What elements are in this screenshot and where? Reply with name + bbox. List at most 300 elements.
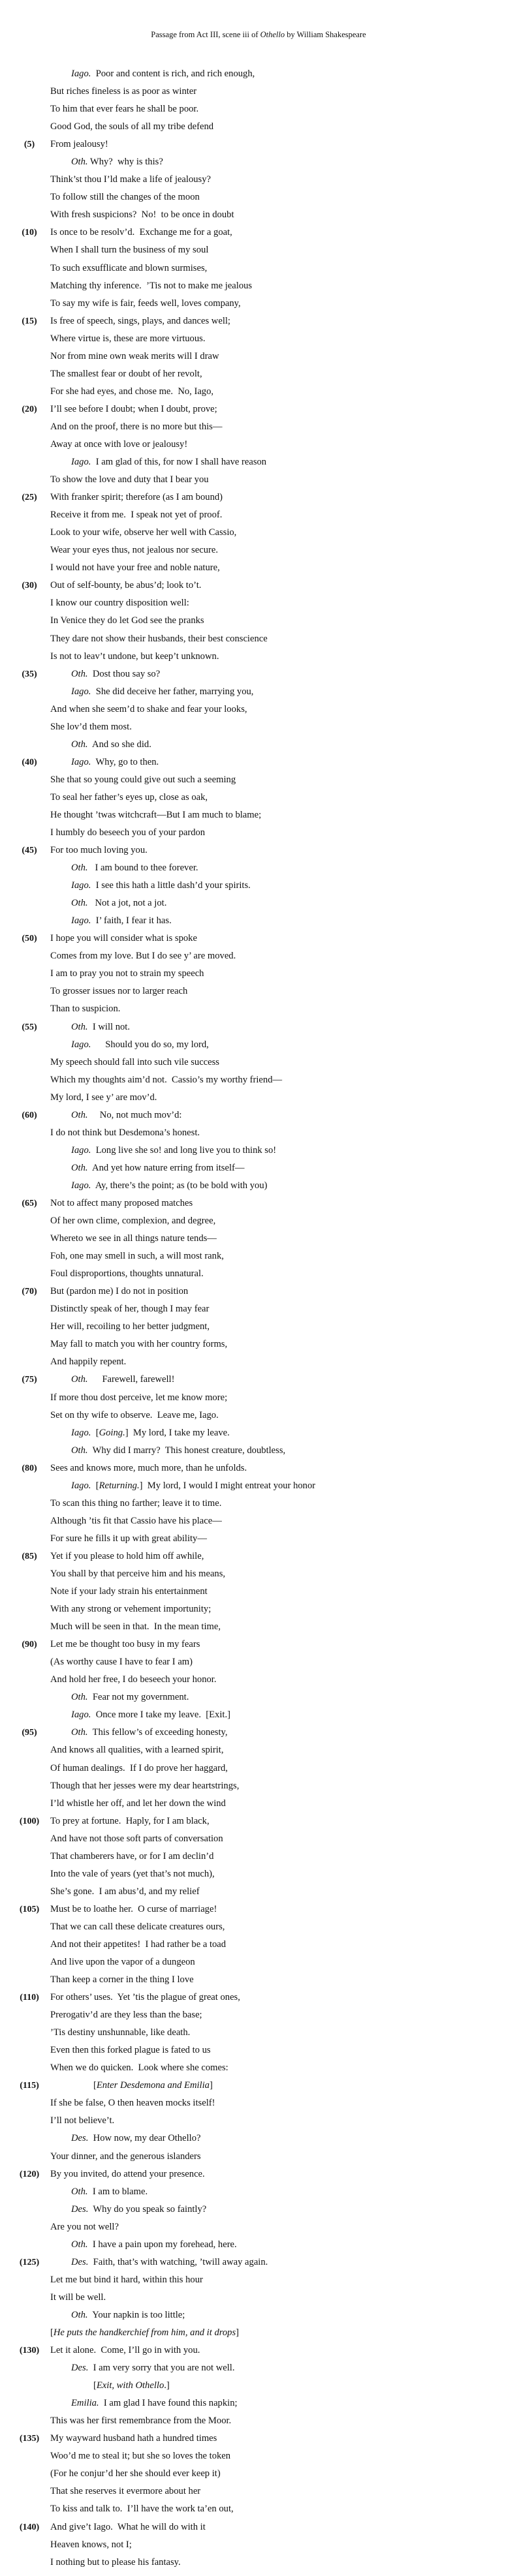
speech-text: And hold her free, I do beseech your honor.: [50, 1674, 217, 1685]
verse-line: [0, 489, 517, 506]
speech-text: To such exsufflicate and blown surmises,: [50, 262, 208, 273]
speech-text: My speech should fall into such vile success: [50, 1056, 219, 1067]
line-text: [71, 1442, 285, 1460]
line-text: [93, 2077, 213, 2094]
speech-text: For too much loving you.: [50, 845, 148, 856]
speech-text: For others’ uses. Yet ’tis the plague of great ones,: [50, 1992, 240, 2003]
verse-line: [0, 612, 517, 630]
line-text: [50, 1265, 204, 1283]
line-number: (50): [22, 934, 37, 944]
verse-line: [0, 1353, 517, 1371]
verse-line: [0, 666, 517, 683]
speech-text: In Venice they do let God see the pranks: [50, 615, 204, 626]
line-text: [50, 965, 204, 983]
verse-line: [0, 418, 517, 436]
verse-line: [0, 1019, 517, 1036]
speech-text: Let me but bind it hard, within this hour: [50, 2274, 203, 2285]
speech-text: But (pardon me) I do not in position: [50, 1286, 189, 1297]
speech-text: My wayward husband hath a hundred times: [50, 2433, 217, 2444]
verse-line: [0, 2519, 517, 2536]
speech-text: And happily repent.: [50, 1357, 127, 1368]
speech-text: Why do you speak so faintly?: [88, 2203, 207, 2215]
line-text: [50, 2342, 200, 2359]
speech-text: She did deceive her father, marrying you,: [91, 686, 254, 697]
speech-text: And on the proof, there is no more but this—: [50, 421, 223, 432]
verse-line: [0, 2218, 517, 2236]
speech-text: Her will, recoiling to her better judgment,: [50, 1321, 210, 1332]
line-text: [50, 2042, 211, 2059]
speech-text: When we do quicken. Look where she comes:: [50, 2062, 228, 2074]
speech-text: To scan this thing no farther; leave it to time.: [50, 1497, 222, 1509]
speech-text: Long live she so! and long live you to think so!: [91, 1144, 277, 1156]
play-text: [0, 65, 517, 2571]
verse-line: [0, 260, 517, 277]
line-text: [71, 895, 166, 912]
speech-text: Than to suspicion.: [50, 1004, 121, 1015]
speech-text: It will be well.: [50, 2292, 106, 2303]
speech-text: And when she seem’d to shake and fear your looks,: [50, 703, 247, 714]
line-number: (90): [22, 1640, 37, 1650]
speech-text: Into the vale of years (yet that’s not much),: [50, 1868, 215, 1879]
line-text: [71, 1177, 268, 1195]
line-text: [50, 701, 247, 718]
verse-line: [0, 1795, 517, 1813]
verse-line: [0, 348, 517, 365]
verse-line: [0, 1689, 517, 1706]
line-text: [50, 1565, 225, 1583]
verse-line: [0, 2024, 517, 2042]
line-text: [50, 2324, 239, 2342]
verse-line: [0, 542, 517, 559]
verse-line: [0, 1583, 517, 1601]
line-text: [50, 1530, 207, 1548]
line-text: [71, 1477, 315, 1495]
line-number: (125): [19, 2257, 40, 2267]
verse-line: [0, 683, 517, 701]
speech-text: Let it alone. Come, I’ll go in with you.: [50, 2345, 200, 2356]
verse-line: [0, 295, 517, 313]
verse-line: [0, 1442, 517, 1460]
verse-line: [0, 1901, 517, 1918]
speech-text: And live upon the vapor of a dungeon: [50, 1957, 195, 1968]
line-text: [50, 806, 261, 824]
line-text: [50, 1230, 217, 1248]
speech-text: Away at once with love or jealousy!: [50, 438, 188, 450]
verse-line: [0, 2166, 517, 2183]
speaker-name: Des.: [71, 2133, 89, 2144]
line-text: [50, 330, 205, 348]
line-text: [50, 401, 217, 418]
stage-direction: Going.: [99, 1427, 125, 1438]
verse-line: [0, 2500, 517, 2518]
verse-line: [0, 1142, 517, 1159]
speech-text: Is free of speech, sings, plays, and dances well;: [50, 315, 230, 326]
verse-line: [0, 1036, 517, 1054]
line-text: [50, 2447, 230, 2465]
verse-line: [0, 1000, 517, 1018]
verse-line: [0, 1671, 517, 1689]
line-number: (100): [19, 1816, 40, 1826]
line-text: [50, 1777, 239, 1795]
verse-line: [0, 1936, 517, 1954]
verse-line: [0, 736, 517, 754]
verse-line: [0, 65, 517, 83]
line-number: (15): [22, 316, 37, 326]
verse-line: [0, 577, 517, 594]
line-text: [50, 1741, 223, 1759]
line-text: [50, 2166, 205, 2183]
speech-text: To follow still the changes of the moon: [50, 192, 200, 203]
speech-text: And so she did.: [87, 739, 151, 750]
verse-line: [0, 1971, 517, 1989]
speaker-name: Oth.: [71, 2239, 88, 2250]
speaker-name: Iago.: [71, 69, 91, 79]
speech-text-tail: .]: [164, 2380, 170, 2391]
line-text: [50, 1989, 240, 2006]
line-text: [71, 666, 160, 683]
speech-text: Why, go to then.: [91, 756, 159, 767]
speech-text: I hope you will consider what is spoke: [50, 933, 197, 944]
speaker-name: Oth.: [71, 898, 88, 909]
speaker-name: Iago.: [71, 1480, 91, 1491]
verse-line: [0, 1813, 517, 1830]
speech-text: I’ll see before I doubt; when I doubt, prove;: [50, 403, 217, 414]
line-text: [50, 1671, 217, 1689]
line-text: [50, 559, 220, 577]
speech-text: Fear not my government.: [87, 1692, 189, 1703]
line-number: (140): [19, 2522, 40, 2532]
line-text: [50, 1318, 210, 1336]
line-number: (70): [22, 1287, 37, 1297]
verse-line: [0, 171, 517, 189]
verse-line: [0, 789, 517, 806]
verse-line: [0, 224, 517, 241]
verse-line: [0, 912, 517, 930]
line-number: (25): [22, 493, 37, 503]
line-text: [50, 2412, 231, 2430]
line-text: [71, 2395, 238, 2412]
speaker-name: Oth.: [71, 1162, 88, 1173]
stage-direction: He puts the handkerchief from him, and it drops: [53, 2327, 236, 2338]
line-text: [50, 1248, 224, 1265]
speech-text: [: [93, 2380, 97, 2391]
verse-line: [0, 189, 517, 206]
line-text: [50, 2500, 234, 2518]
speaker-name: Oth.: [71, 863, 88, 874]
verse-line: [0, 983, 517, 1000]
line-text: [50, 83, 196, 100]
speech-text: She’s gone. I am abus’d, and my relief: [50, 1886, 200, 1897]
line-text: [50, 2289, 106, 2307]
speech-text: [: [50, 2327, 54, 2338]
speech-text: And have not those soft parts of conversation: [50, 1833, 223, 1844]
verse-line: [0, 2112, 517, 2130]
verse-line: [0, 1954, 517, 1971]
line-text: [50, 612, 204, 630]
speech-text: To grosser issues nor to larger reach: [50, 986, 188, 997]
speech-text: Prerogativ’d are they less than the base;: [50, 2010, 202, 2021]
speech-text: No, not much mov’d:: [87, 1109, 182, 1120]
speaker-name: Iago.: [71, 756, 91, 767]
line-text: [50, 983, 187, 1000]
verse-line: [0, 947, 517, 965]
speaker-name: Oth.: [71, 1727, 88, 1738]
line-text: [50, 1000, 120, 1018]
line-text: [50, 1653, 193, 1671]
verse-line: [0, 2289, 517, 2307]
line-text: [50, 241, 208, 259]
verse-line: [0, 806, 517, 824]
line-text: [50, 489, 223, 506]
line-text: [71, 1107, 181, 1124]
verse-line: [0, 1071, 517, 1089]
verse-line: [0, 1371, 517, 1388]
line-text: [71, 153, 163, 171]
line-number: (20): [22, 404, 37, 414]
verse-line: [0, 524, 517, 542]
speech-text: But riches fineless is as poor as winter: [50, 86, 197, 97]
line-text: [50, 1830, 223, 1848]
speech-text: I know our country disposition well:: [50, 598, 189, 609]
speech-text: Set on thy wife to observe. Leave me, Iago.: [50, 1409, 219, 1420]
line-text: [50, 189, 200, 206]
line-number: (40): [22, 757, 37, 767]
verse-line: [0, 330, 517, 348]
line-text: [50, 2271, 203, 2289]
speech-text: I do not think but Desdemona’s honest.: [50, 1127, 200, 1138]
verse-line: [0, 2077, 517, 2094]
speaker-name: Oth.: [71, 1692, 88, 1703]
speech-text: I am bound to thee forever.: [87, 863, 198, 874]
verse-line: [0, 1636, 517, 1653]
verse-line: [0, 1530, 517, 1548]
verse-line: [0, 1495, 517, 1512]
speech-text: May fall to match you with her country forms,: [50, 1339, 228, 1350]
line-text: [50, 136, 108, 153]
verse-line: [0, 1336, 517, 1353]
speaker-name: Oth.: [71, 2309, 88, 2320]
verse-line: [0, 1548, 517, 1565]
line-text: [50, 2218, 119, 2236]
speech-text: ’Tis destiny unshunnable, like death.: [50, 2027, 191, 2038]
line-text: [50, 1795, 226, 1813]
speech-text: Is not to leav’t undone, but keep’t unknown.: [50, 651, 219, 662]
line-text: [93, 2377, 170, 2395]
speech-text: That chamberers have, or for I am declin’d: [50, 1850, 214, 1862]
verse-line: [0, 2359, 517, 2377]
speech-text: Comes from my love. But I do see y’ are moved.: [50, 951, 236, 962]
speech-text: Is once to be resolv’d. Exchange me for a goat,: [50, 227, 232, 238]
line-text: [71, 2130, 200, 2147]
title-work: Othello: [260, 30, 285, 39]
verse-line: [0, 895, 517, 912]
line-text: [50, 842, 148, 859]
line-text: [50, 947, 236, 965]
speaker-name: Oth.: [71, 668, 88, 679]
line-text: [50, 1300, 209, 1318]
line-text: [50, 930, 197, 947]
speech-text: I see this hath a little dash’d your spirits.: [91, 880, 251, 891]
speech-text: Though that her jesses were my dear heartstrings,: [50, 1780, 240, 1791]
speech-text: Even then this forked plague is fated to us: [50, 2045, 211, 2056]
line-text: [50, 2519, 206, 2536]
line-text: [50, 824, 205, 842]
speaker-name: Oth.: [71, 1021, 88, 1032]
line-text: [71, 1371, 174, 1388]
speech-text: [: [91, 1480, 99, 1491]
speech-text: I am very sorry that you are not well.: [88, 2363, 235, 2374]
line-text: [50, 313, 230, 330]
line-text: [71, 1036, 209, 1054]
line-text: [50, 418, 222, 436]
speech-text: Out of self-bounty, be abus’d; look to’t.: [50, 580, 202, 591]
line-text: [50, 260, 207, 277]
verse-line: [0, 2254, 517, 2271]
speech-text: Ay, there’s the point; as (to be bold with you): [91, 1180, 268, 1191]
verse-line: [0, 2271, 517, 2289]
speech-text: With fresh suspicions? No! to be once in doubt: [50, 209, 234, 221]
line-text: [50, 506, 222, 524]
verse-line: [0, 1918, 517, 1936]
verse-line: [0, 2395, 517, 2412]
line-number: (95): [22, 1728, 37, 1738]
line-text: [50, 2483, 200, 2500]
line-text: [71, 912, 172, 930]
speech-text: Your napkin is too little;: [87, 2309, 185, 2320]
line-text: [71, 453, 266, 471]
verse-line: [0, 1706, 517, 1724]
speech-text: And knows all qualities, with a learned spirit,: [50, 1745, 224, 1756]
verse-line: [0, 2430, 517, 2447]
line-number: (85): [22, 1551, 37, 1561]
verse-line: [0, 1300, 517, 1318]
speech-text: Should you do so, my lord,: [91, 1039, 209, 1050]
speech-text: Once more I take my leave. [Exit.]: [91, 1710, 230, 1721]
line-text: [50, 524, 236, 542]
speech-text: I will not.: [87, 1021, 131, 1032]
line-number: (10): [22, 228, 37, 238]
line-text: [71, 1424, 230, 1442]
line-text: [50, 1512, 222, 1530]
line-text: [50, 2148, 201, 2166]
verse-line: [0, 241, 517, 259]
verse-line: [0, 1195, 517, 1212]
speech-text: I have a pain upon my forehead, here.: [87, 2239, 237, 2250]
verse-line: [0, 136, 517, 153]
line-text: [50, 1813, 210, 1830]
verse-line: [0, 471, 517, 489]
speech-text: Not a jot, not a jot.: [87, 898, 167, 909]
line-text: [50, 1071, 282, 1089]
verse-line: [0, 1407, 517, 1424]
line-number: (55): [22, 1022, 37, 1032]
speech-text: To prey at fortune. Haply, for I am black,: [50, 1815, 210, 1826]
verse-line: [0, 453, 517, 471]
speaker-name: Des.: [71, 2256, 89, 2267]
line-text: [50, 630, 268, 648]
verse-line: [0, 594, 517, 612]
speaker-name: Des.: [71, 2203, 89, 2215]
verse-line: [0, 100, 517, 118]
speech-text: Foul disproportions, thoughts unnatural.: [50, 1268, 204, 1280]
line-text: [71, 2183, 148, 2201]
title-prefix: Passage from Act III, scene iii of: [151, 30, 260, 39]
speaker-name: Iago.: [71, 1144, 91, 1156]
verse-line: [0, 842, 517, 859]
speech-text: Farewell, farewell!: [87, 1374, 175, 1385]
verse-line: [0, 930, 517, 947]
line-text: [50, 1760, 228, 1777]
speaker-name: Iago.: [71, 457, 91, 468]
speaker-name: Iago.: [71, 1427, 91, 1438]
line-text: [50, 1124, 200, 1142]
speech-text: Matching thy inference. ’Tis not to make me jealous: [50, 280, 253, 291]
speech-text: Whereto we see in all things nature tends—: [50, 1233, 217, 1244]
speech-text: To kiss and talk to. I’ll have the work ta’en out,: [50, 2504, 234, 2515]
line-text: [50, 171, 211, 189]
verse-line: [0, 2465, 517, 2483]
line-text: [50, 1901, 217, 1918]
line-text: [50, 2554, 181, 2571]
line-text: [50, 224, 232, 241]
verse-line: [0, 1760, 517, 1777]
verse-line: [0, 2236, 517, 2254]
verse-line: [0, 877, 517, 895]
speech-text: I am glad I have found this napkin;: [99, 2398, 238, 2409]
line-text: [50, 2094, 215, 2112]
line-text: [50, 277, 252, 295]
verse-line: [0, 365, 517, 383]
speech-text: Let me be thought too busy in my fears: [50, 1639, 200, 1650]
verse-line: [0, 1830, 517, 1848]
speech-text: I’ld whistle her off, and let her down the wind: [50, 1798, 226, 1809]
verse-line: [0, 1248, 517, 1265]
speech-text: [: [91, 1427, 99, 1438]
speech-text: Why did I marry? This honest creature, doubtless,: [87, 1445, 286, 1456]
line-text: [50, 383, 213, 401]
speech-text: Sees and knows more, much more, than he unfolds.: [50, 1462, 247, 1473]
verse-line: [0, 1848, 517, 1865]
verse-line: [0, 648, 517, 666]
line-text: [71, 754, 159, 771]
speech-text: The smallest fear or doubt of her revolt,: [50, 368, 202, 379]
speaker-name: Oth.: [71, 1109, 88, 1120]
verse-line: [0, 1265, 517, 1283]
line-text: [71, 736, 151, 754]
line-text: [50, 1089, 157, 1107]
speech-text: To him that ever fears he shall be poor.: [50, 104, 199, 115]
speaker-name: Iago.: [71, 1039, 91, 1050]
speech-text: Foh, one may smell in such, a will most rank,: [50, 1251, 224, 1262]
verse-line: [0, 771, 517, 789]
speech-text: From jealousy!: [50, 139, 108, 150]
speech-text: He thought ’twas witchcraft—But I am much to blame;: [50, 809, 262, 820]
line-text: [50, 1883, 200, 1901]
verse-line: [0, 718, 517, 736]
line-text: [71, 1706, 230, 1724]
line-text: [71, 2307, 185, 2324]
verse-line: [0, 630, 517, 648]
speech-text: Must be to loathe her. O curse of marriage!: [50, 1903, 217, 1914]
verse-line: [0, 401, 517, 418]
verse-line: [0, 1618, 517, 1636]
line-text: [50, 1353, 126, 1371]
verse-line: [0, 2201, 517, 2218]
line-text: [50, 1460, 247, 1477]
speech-text: Although ’tis fit that Cassio have his place—: [50, 1515, 222, 1526]
verse-line: [0, 1054, 517, 1071]
speech-text-tail: ]: [209, 2080, 213, 2091]
